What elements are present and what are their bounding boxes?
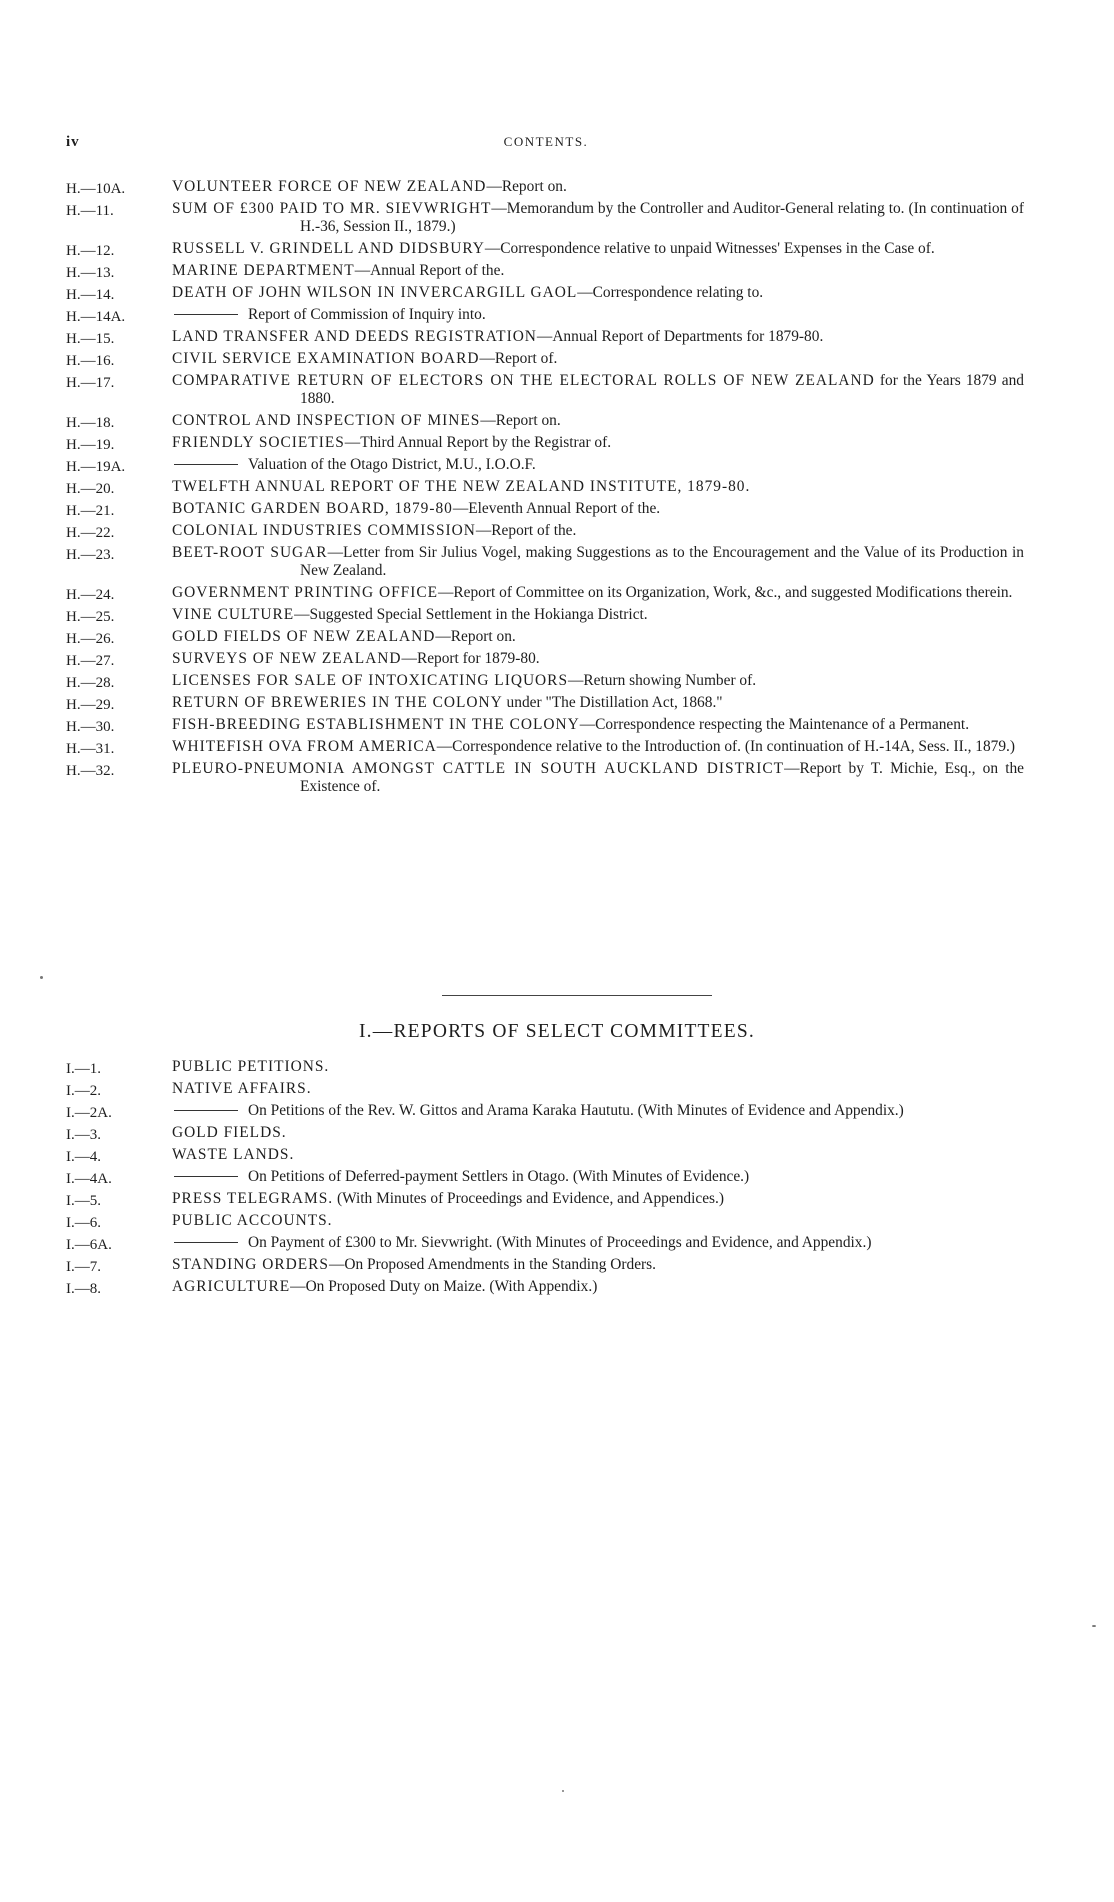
entry-description — [172, 1146, 1024, 1164]
print-speck — [562, 1790, 564, 1792]
entry-detail: —Return showing Number of. — [568, 672, 757, 689]
entry-description — [172, 284, 1024, 302]
ditto-dash — [174, 314, 238, 315]
entry-description — [172, 738, 1024, 756]
contents-entry — [0, 1124, 1114, 1142]
contents-entry — [0, 456, 1114, 474]
page-header — [66, 134, 1026, 156]
print-speck — [1092, 1625, 1096, 1627]
ditto-dash — [174, 464, 238, 465]
entry-heading: MARINE DEPARTMENT — [172, 262, 355, 279]
entry-code: H.—14. — [66, 287, 115, 303]
entry-code: I.—3. — [66, 1127, 101, 1143]
entry-heading: COMPARATIVE RETURN OF ELECTORS ON THE ELECTORAL ROLLS OF NEW ZEALAND — [172, 372, 875, 389]
entry-heading: VINE CULTURE — [172, 606, 295, 623]
entry-description — [172, 456, 1024, 474]
entry-detail: —Third Annual Report by the Registrar of. — [344, 434, 612, 451]
h-series-list — [0, 178, 1114, 800]
entry-heading: FRIENDLY SOCIETIES — [172, 434, 345, 451]
entry-detail: —Correspondence relative to the Introduction of. (In continuation of H.-14A, Sess. II., 1879.) — [436, 738, 1016, 755]
entry-description — [172, 372, 1024, 408]
entry-description — [172, 672, 1024, 690]
entry-code: I.—6. — [66, 1215, 101, 1231]
entry-code: H.—14A. — [66, 309, 126, 325]
entry-detail: —Memorandum by the Controller and Auditor-General relating to. (In continuation of H.-36, Session II., 1879.) — [300, 200, 1024, 235]
entry-description — [172, 522, 1024, 540]
entry-code: H.—27. — [66, 653, 115, 669]
entry-heading: BOTANIC GARDEN BOARD, 1879-80 — [172, 500, 453, 517]
entry-detail: —Annual Report of Departments for 1879-80. — [536, 328, 824, 345]
entry-description — [172, 178, 1024, 196]
entry-detail: —Report of. — [479, 350, 558, 367]
entry-code: H.—29. — [66, 697, 115, 713]
entry-code: H.—19. — [66, 437, 115, 453]
contents-entry — [0, 1234, 1114, 1252]
entry-description — [172, 434, 1024, 452]
entry-detail: —Eleventh Annual Report of the. — [452, 500, 661, 517]
contents-entry — [0, 1190, 1114, 1208]
contents-entry — [0, 1212, 1114, 1230]
contents-entry — [0, 1080, 1114, 1098]
entry-heading: FISH-BREEDING ESTABLISHMENT IN THE COLONY — [172, 716, 580, 733]
entry-detail: (With Minutes of Proceedings and Evidence, and Appendices.) — [333, 1190, 724, 1207]
entry-description — [172, 760, 1024, 796]
entry-detail: —Report by T. Michie, Esq., on the Existence of. — [300, 760, 1024, 795]
section-divider — [442, 995, 712, 996]
contents-entry — [0, 584, 1114, 602]
entry-code: H.—23. — [66, 547, 115, 563]
contents-entry — [0, 412, 1114, 430]
entry-detail: for the Years 1879 and 1880. — [300, 372, 1024, 407]
entry-description — [172, 584, 1024, 602]
contents-entry — [0, 1278, 1114, 1296]
entry-code: H.—20. — [66, 481, 115, 497]
entry-code: H.—31. — [66, 741, 115, 757]
entry-detail: On Payment of £300 to Mr. Sievwright. (With Minutes of Proceedings and Evidence, and Appendix.) — [248, 1234, 872, 1251]
entry-description — [172, 1278, 1024, 1296]
entry-code: H.—21. — [66, 503, 115, 519]
contents-entry — [0, 434, 1114, 452]
entry-code: I.—6A. — [66, 1237, 112, 1253]
entry-code: H.—28. — [66, 675, 115, 691]
entry-detail: —Correspondence respecting the Maintenance of a Permanent. — [579, 716, 970, 733]
ditto-dash — [174, 1176, 238, 1177]
entry-heading: WASTE LANDS. — [172, 1146, 295, 1163]
contents-entry — [0, 1058, 1114, 1076]
entry-description — [172, 628, 1024, 646]
entry-description — [172, 1212, 1024, 1230]
entry-heading: BEET-ROOT SUGAR — [172, 544, 328, 561]
entry-heading: PRESS TELEGRAMS. — [172, 1190, 334, 1207]
contents-entry — [0, 240, 1114, 258]
entry-code: I.—8. — [66, 1281, 101, 1297]
entry-code: H.—24. — [66, 587, 115, 603]
entry-detail: under "The Distillation Act, 1868." — [502, 694, 723, 711]
contents-entry — [0, 544, 1114, 580]
contents-entry — [0, 522, 1114, 540]
entry-heading: RETURN OF BREWERIES IN THE COLONY — [172, 694, 503, 711]
entry-code: I.—4. — [66, 1149, 101, 1165]
entry-code: H.—30. — [66, 719, 115, 735]
entry-code: H.—32. — [66, 763, 115, 779]
entry-heading: CIVIL SERVICE EXAMINATION BOARD — [172, 350, 480, 367]
entry-heading: STANDING ORDERS — [172, 1256, 329, 1273]
entry-description — [172, 350, 1024, 368]
entry-description — [172, 1124, 1024, 1142]
entry-heading: RUSSELL V. GRINDELL AND DIDSBURY — [172, 240, 485, 257]
entry-description — [172, 1256, 1024, 1274]
entry-heading: COLONIAL INDUSTRIES COMMISSION — [172, 522, 476, 539]
entry-description — [172, 606, 1024, 624]
ditto-dash — [174, 1110, 238, 1111]
entry-code: H.—16. — [66, 353, 115, 369]
entry-code: H.—11. — [66, 203, 114, 219]
entry-heading: DEATH OF JOHN WILSON IN INVERCARGILL GAOL — [172, 284, 578, 301]
entry-detail: On Petitions of Deferred-payment Settlers in Otago. (With Minutes of Evidence.) — [248, 1168, 750, 1185]
entry-detail: —Correspondence relating to. — [577, 284, 764, 301]
entry-heading: AGRICULTURE — [172, 1278, 291, 1295]
entry-heading: WHITEFISH OVA FROM AMERICA — [172, 738, 437, 755]
entry-code: I.—7. — [66, 1259, 101, 1275]
entry-heading: NATIVE AFFAIRS. — [172, 1080, 312, 1097]
entry-heading: GOLD FIELDS. — [172, 1124, 287, 1141]
entry-code: I.—2A. — [66, 1105, 112, 1121]
entry-description — [172, 694, 1024, 712]
contents-entry — [0, 1168, 1114, 1186]
entry-code: H.—10A. — [66, 181, 126, 197]
print-speck — [40, 976, 43, 979]
entry-detail: —Report for 1879-80. — [401, 650, 540, 667]
section-title: I.—REPORTS OF SELECT COMMITTEES. — [358, 1021, 756, 1042]
entry-description — [172, 1168, 1024, 1186]
entry-description — [172, 328, 1024, 346]
contents-entry — [0, 738, 1114, 756]
entry-description — [172, 1058, 1024, 1076]
contents-entry — [0, 478, 1114, 496]
entry-heading: PLEURO-PNEUMONIA AMONGST CATTLE IN SOUTH AUCKLAND DISTRICT — [172, 760, 785, 777]
contents-entry — [0, 306, 1114, 324]
entry-heading: GOLD FIELDS OF NEW ZEALAND — [172, 628, 436, 645]
contents-entry — [0, 350, 1114, 368]
contents-entry — [0, 500, 1114, 518]
entry-detail: —Report on. — [435, 628, 516, 645]
entry-detail: —Suggested Special Settlement in the Hokianga District. — [294, 606, 648, 623]
ditto-dash — [174, 1242, 238, 1243]
contents-entry — [0, 760, 1114, 796]
entry-description — [172, 262, 1024, 280]
entry-code: I.—4A. — [66, 1171, 112, 1187]
entry-code: H.—26. — [66, 631, 115, 647]
select-committees-list — [0, 1058, 1114, 1300]
entry-code: I.—5. — [66, 1193, 101, 1209]
entry-description — [172, 500, 1024, 518]
entry-description — [172, 650, 1024, 668]
contents-entry — [0, 650, 1114, 668]
entry-detail: —Report of the. — [475, 522, 577, 539]
entry-description — [172, 716, 1024, 734]
contents-entry — [0, 1256, 1114, 1274]
entry-description — [172, 306, 1024, 324]
contents-entry — [0, 200, 1114, 236]
entry-detail: —Report on. — [486, 178, 567, 195]
contents-entry — [0, 1146, 1114, 1164]
entry-detail: Valuation of the Otago District, M.U., I.O.O.F. — [248, 456, 536, 473]
page-number: iv — [66, 134, 80, 150]
contents-entry — [0, 178, 1114, 196]
running-head: CONTENTS. — [503, 134, 589, 149]
entry-code: H.—13. — [66, 265, 115, 281]
entry-detail: —On Proposed Amendments in the Standing Orders. — [329, 1256, 657, 1273]
entry-code: H.—19A. — [66, 459, 126, 475]
contents-entry — [0, 262, 1114, 280]
entry-code: H.—18. — [66, 415, 115, 431]
entry-code: I.—2. — [66, 1083, 101, 1099]
entry-description — [172, 240, 1024, 258]
entry-detail: —Annual Report of the. — [354, 262, 505, 279]
entry-heading: PUBLIC ACCOUNTS. — [172, 1212, 333, 1229]
entry-detail: Report of Commission of Inquiry into. — [248, 306, 486, 323]
entry-heading: TWELFTH ANNUAL REPORT OF THE NEW ZEALAND INSTITUTE, 1879-80. — [172, 478, 751, 495]
entry-code: H.—15. — [66, 331, 115, 347]
entry-heading: CONTROL AND INSPECTION OF MINES — [172, 412, 481, 429]
entry-description — [172, 1080, 1024, 1098]
entry-heading: SUM OF £300 PAID TO MR. SIEVWRIGHT — [172, 200, 492, 217]
entry-code: H.—17. — [66, 375, 115, 391]
entry-detail: On Petitions of the Rev. W. Gittos and Arama Karaka Haututu. (With Minutes of Evidence and Appendix.) — [248, 1102, 904, 1119]
entry-description — [172, 1190, 1024, 1208]
entry-description — [172, 200, 1024, 236]
contents-entry — [0, 672, 1114, 690]
contents-entry — [0, 328, 1114, 346]
contents-entry — [0, 694, 1114, 712]
entry-code: H.—25. — [66, 609, 115, 625]
contents-entry — [0, 628, 1114, 646]
entry-detail: —Letter from Sir Julius Vogel, making Suggestions as to the Encouragement and the Value of its Production in New Zealand. — [300, 544, 1024, 579]
contents-entry — [0, 1102, 1114, 1120]
contents-entry — [0, 372, 1114, 408]
entry-code: H.—22. — [66, 525, 115, 541]
entry-detail: —On Proposed Duty on Maize. (With Appendix.) — [290, 1278, 598, 1295]
entry-description — [172, 544, 1024, 580]
contents-entry — [0, 606, 1114, 624]
entry-detail: —Report on. — [480, 412, 561, 429]
entry-code: H.—12. — [66, 243, 115, 259]
entry-heading: PUBLIC PETITIONS. — [172, 1058, 330, 1075]
entry-description — [172, 1102, 1024, 1120]
entry-heading: LICENSES FOR SALE OF INTOXICATING LIQUORS — [172, 672, 568, 689]
entry-description — [172, 412, 1024, 430]
contents-entry — [0, 284, 1114, 302]
entry-heading: VOLUNTEER FORCE OF NEW ZEALAND — [172, 178, 487, 195]
entry-code: I.—1. — [66, 1061, 101, 1077]
entry-detail: —Report of Committee on its Organization, Work, &c., and suggested Modifications therein. — [438, 584, 1013, 601]
entry-description — [172, 478, 1024, 496]
entry-detail: —Correspondence relative to unpaid Witnesses' Expenses in the Case of. — [484, 240, 935, 257]
entry-heading: LAND TRANSFER AND DEEDS REGISTRATION — [172, 328, 537, 345]
entry-heading: GOVERNMENT PRINTING OFFICE — [172, 584, 438, 601]
contents-entry — [0, 716, 1114, 734]
entry-description — [172, 1234, 1024, 1252]
entry-heading: SURVEYS OF NEW ZEALAND — [172, 650, 402, 667]
